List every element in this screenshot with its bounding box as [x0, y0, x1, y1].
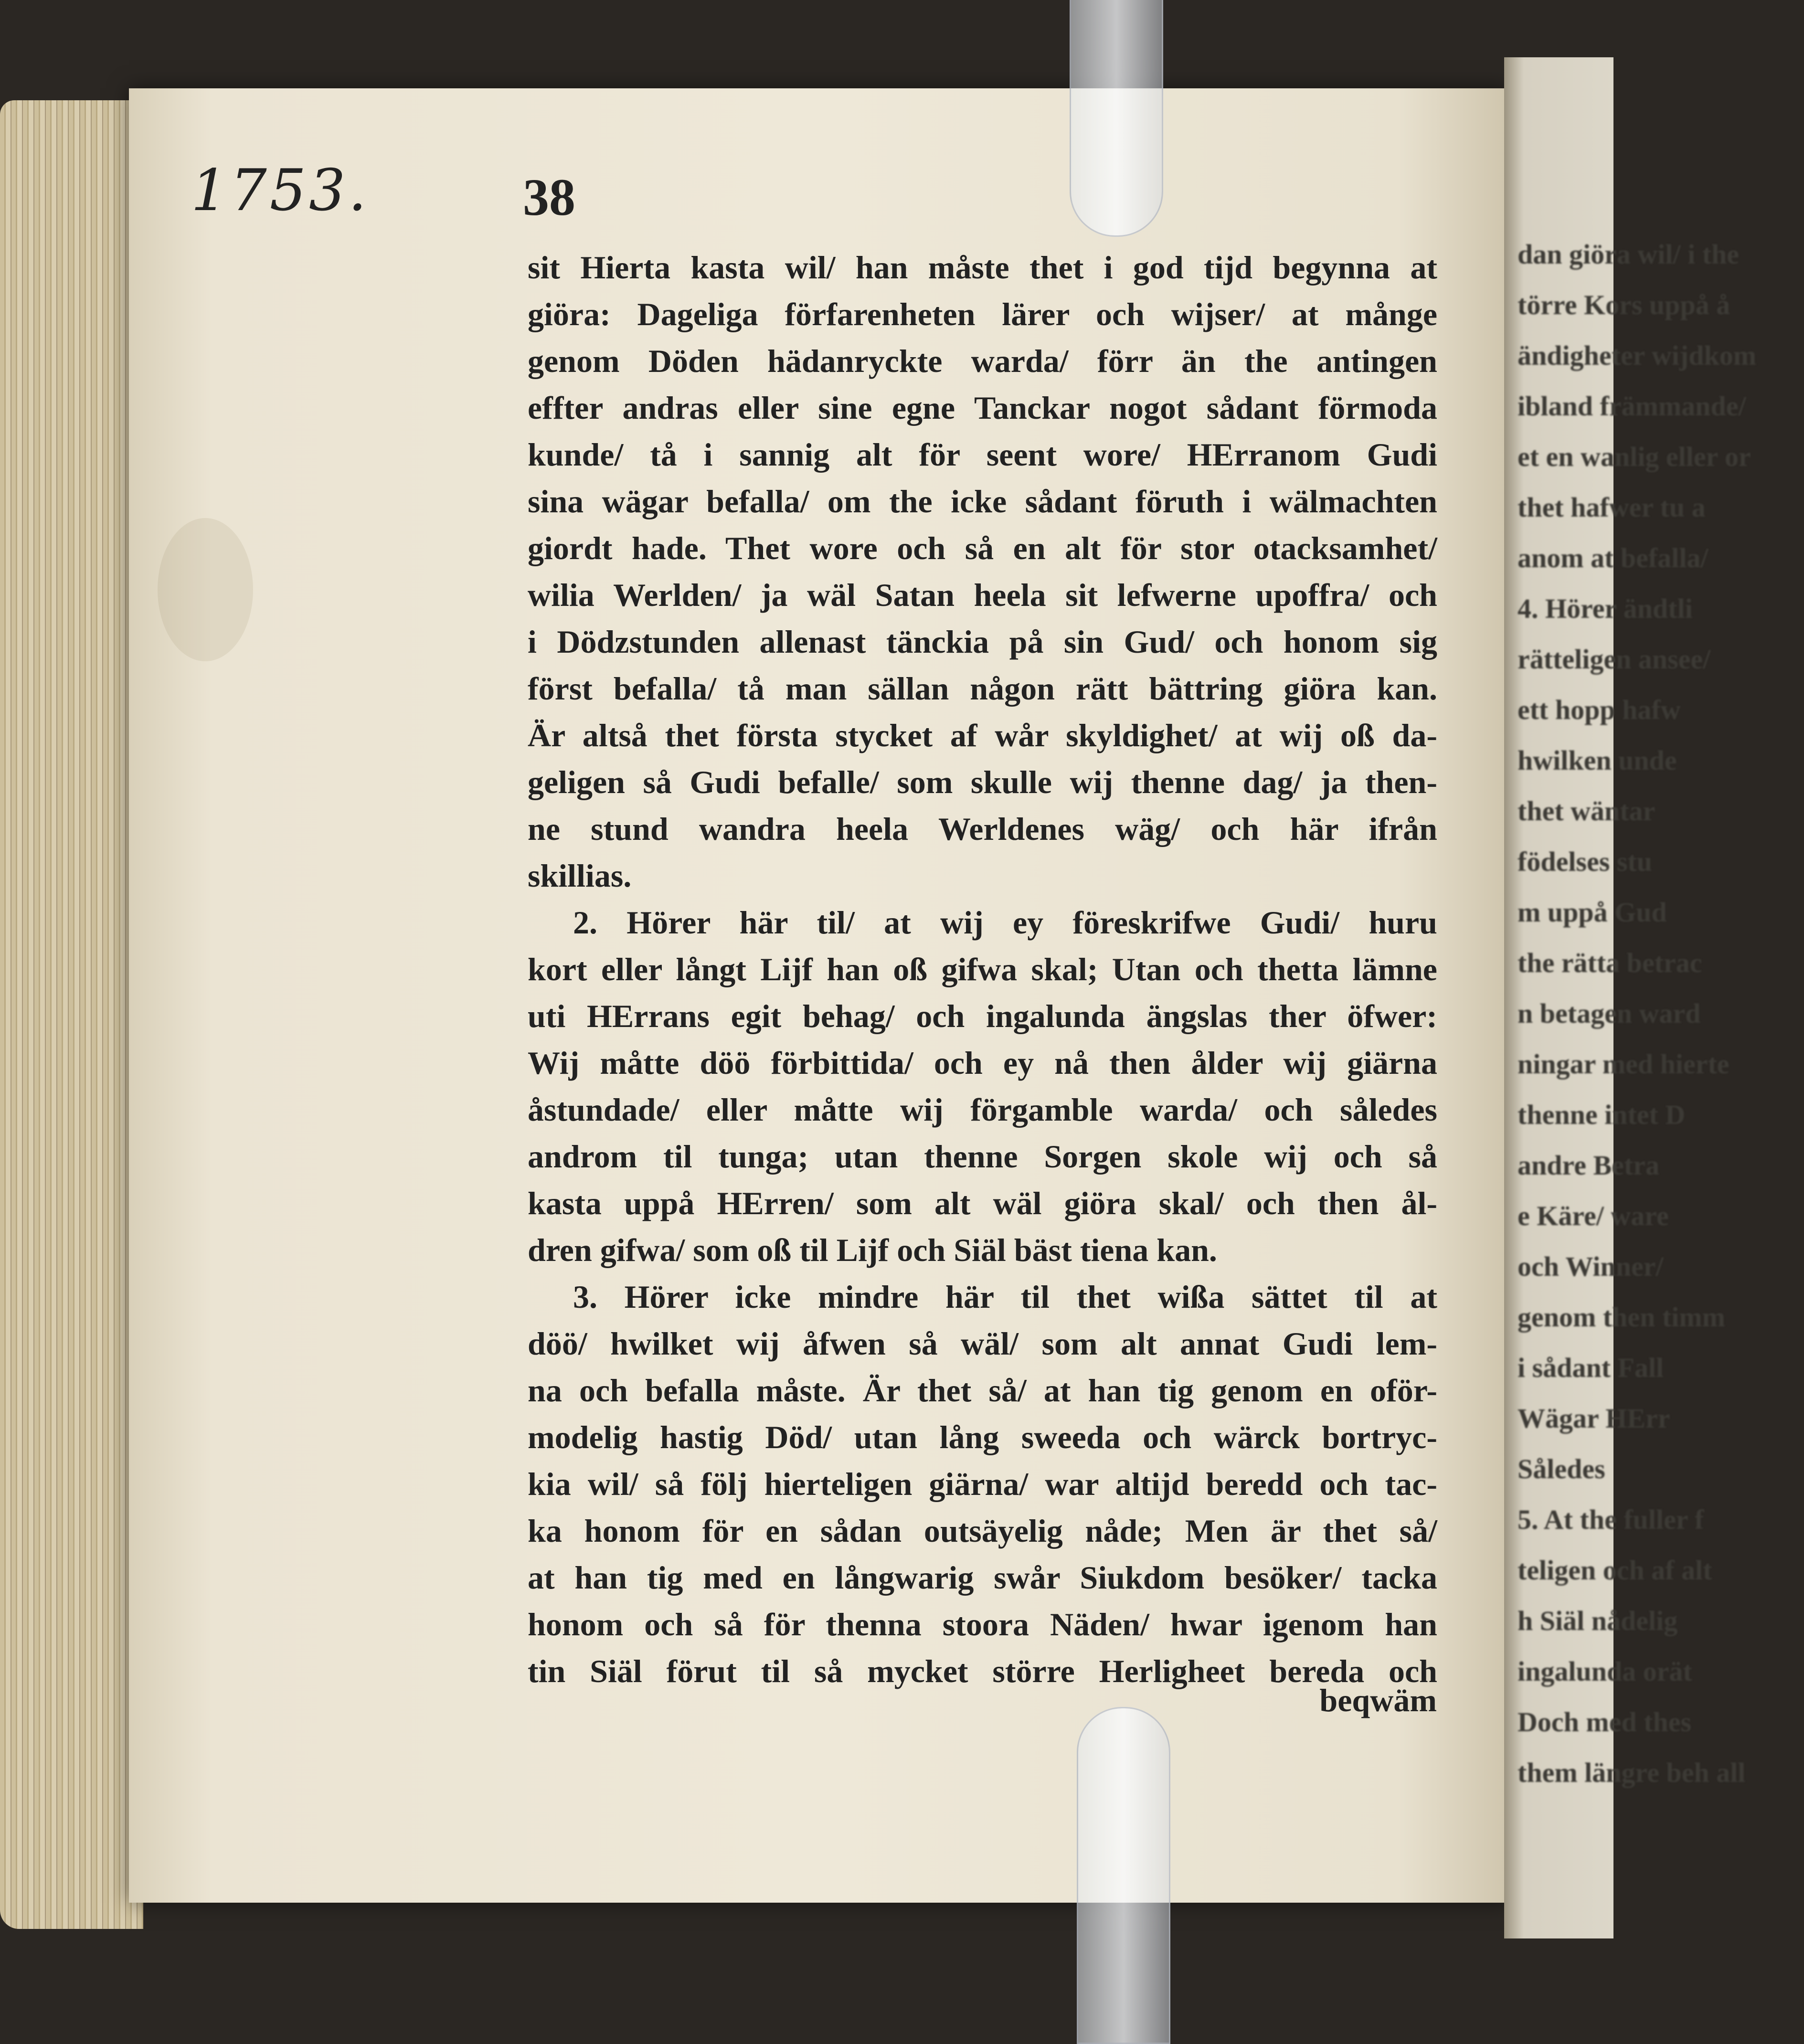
- text-line: honom och så för thenna stoora Näden/ hwar igenom han: [528, 1606, 1437, 1642]
- facing-page: [1504, 57, 1757, 1938]
- text-line: skillias.: [528, 858, 632, 894]
- facing-page-line: m uppå Gud: [1517, 897, 1667, 928]
- page-holder-clip-top: [1070, 0, 1163, 237]
- text-line: ne stund wandra heela Werldenes wäg/ och här ifrån: [528, 811, 1437, 847]
- facing-page-line: the rätta betrac: [1517, 947, 1702, 978]
- text-line: at han tig med en långwarig swår Siukdom besöker/ tacka: [528, 1559, 1437, 1596]
- text-line: kasta uppå HErren/ som alt wäl giöra skal/ och then ål-: [528, 1185, 1437, 1221]
- text-line: ka honom för en sådan outsäyelig nåde; Men är thet så/: [528, 1513, 1437, 1549]
- text-line: sit Hierta kasta wil/ han måste thet i god tijd begynna at: [528, 249, 1437, 286]
- facing-page-line: teligen och af alt: [1517, 1555, 1712, 1586]
- text-line: döö/ hwilket wij åfwen så wäl/ som alt annat Gudi lem-: [528, 1325, 1437, 1362]
- facing-page-line: 4. Hörer ändtli: [1517, 593, 1693, 624]
- text-line: kunde/ tå i sannig alt för seent wore/ HErranom Gudi: [528, 436, 1437, 473]
- text-line: först befalla/ tå man sällan någon rätt bättring giöra kan.: [528, 670, 1437, 707]
- facing-page-line: Doch med thes: [1517, 1706, 1692, 1737]
- book-page-edges: [0, 100, 143, 1929]
- facing-page-line: ett hopp hafw: [1517, 694, 1681, 725]
- handwritten-year-note: 1753.: [191, 158, 370, 224]
- text-line: uti HErrans egit behag/ och ingalunda ängslas ther öfwer:: [528, 998, 1437, 1034]
- body-text: [528, 244, 1437, 1695]
- text-line: 2. Hörer här til/ at wij ey föreskrifwe Gudi/ huru: [573, 904, 1437, 941]
- text-line: wilia Werlden/ ja wäl Satan heela sit lefwerne upoffra/ och: [528, 577, 1437, 613]
- facing-page-line: h Siäl nådelig: [1517, 1605, 1678, 1636]
- facing-page-line: Wägar HErr: [1517, 1403, 1670, 1434]
- facing-page-line: i sådant Fall: [1517, 1352, 1664, 1383]
- text-line: Är altså thet första stycket af wår skyldighet/ at wij oß da-: [528, 717, 1437, 753]
- facing-page-line: genom then timm: [1517, 1302, 1725, 1333]
- paper-stain: [158, 518, 253, 661]
- facing-page-line: födelses stu: [1517, 846, 1652, 877]
- facing-page-line: anom at befalla/: [1517, 542, 1708, 573]
- text-line: giöra: Dageliga förfarenheten lärer och wijser/ at månge: [528, 296, 1437, 332]
- text-line: modelig hastig Död/ utan lång sweeda och wärck bortryc-: [528, 1419, 1437, 1455]
- facing-page-line: törre Kors uppå å: [1517, 289, 1730, 320]
- text-line: 3. Hörer icke mindre här til thet wißa sättet til at: [573, 1279, 1437, 1315]
- text-line: na och befalla måste. Är thet så/ at han tig genom en oför-: [528, 1372, 1437, 1409]
- facing-page-line: hwilken unde: [1517, 745, 1677, 776]
- facing-page-line: dan giöra wil/ i the: [1517, 239, 1740, 270]
- facing-page-line: them längre beh all: [1517, 1757, 1746, 1788]
- text-line: androm til tunga; utan thenne Sorgen skole wij och så: [528, 1138, 1437, 1175]
- facing-page-line: 5. At the fuller f: [1517, 1504, 1704, 1535]
- text-line: genom Döden hädanryckte warda/ förr än the antingen: [528, 343, 1437, 379]
- facing-page-line: Således: [1517, 1453, 1605, 1484]
- text-line: i Dödzstunden allenast tänckia på sin Gud/ och honom sig: [528, 624, 1437, 660]
- facing-page-line: och Winner/: [1517, 1251, 1664, 1282]
- facing-page-line: rätteligen ansee/: [1517, 644, 1711, 675]
- text-line: kort eller långt Lijf han oß gifwa skal; Utan och thetta lämne: [528, 951, 1437, 987]
- text-line: åstundade/ eller måtte wij förgamble warda/ och således: [528, 1091, 1437, 1128]
- facing-page-text: [1517, 229, 1804, 1798]
- text-line: tin Siäl förut til så mycket större Herligheet bereda och: [528, 1653, 1437, 1689]
- facing-page-line: et en wanlig eller or: [1517, 441, 1751, 472]
- facing-page-line: ningar med hierte: [1517, 1048, 1730, 1080]
- facing-page-line: ibland främmande/: [1517, 391, 1746, 422]
- facing-page-line: ingalunda orät: [1517, 1656, 1692, 1687]
- facing-page-line: thet hafwer tu a: [1517, 492, 1706, 523]
- text-line: kia wil/ så följ hierteligen giärna/ war altijd beredd och tac-: [528, 1466, 1437, 1502]
- text-line: geligen så Gudi befalle/ som skulle wij thenne dag/ ja then-: [528, 764, 1437, 800]
- facing-page-line: ändigheter wijdkom: [1517, 340, 1757, 371]
- facing-page-line: thet wäntar: [1517, 795, 1655, 826]
- facing-page-line: n betagen ward: [1517, 998, 1701, 1029]
- text-line: effter andras eller sine egne Tanckar nogot sådant förmoda: [528, 390, 1437, 426]
- facing-page-line: andre Betra: [1517, 1150, 1659, 1181]
- text-line: sina wägar befalla/ om the icke sådant föruth i wälmachten: [528, 483, 1437, 519]
- facing-page-line: e Käre/ ware: [1517, 1200, 1669, 1231]
- text-line: dren gifwa/ som oß til Lijf och Siäl bäst tiena kan.: [528, 1232, 1217, 1268]
- text-line: Wij måtte döö förbittida/ och ey nå then ålder wij giärna: [528, 1045, 1437, 1081]
- catchword: beqwäm: [1319, 1682, 1437, 1718]
- facing-page-line: thenne intet D: [1517, 1099, 1686, 1130]
- text-line: giordt hade. Thet wore och så en alt för stor otacksamhet/: [528, 530, 1437, 566]
- page-holder-clip-bottom: [1077, 1707, 1170, 2044]
- page-number: 38: [523, 168, 575, 226]
